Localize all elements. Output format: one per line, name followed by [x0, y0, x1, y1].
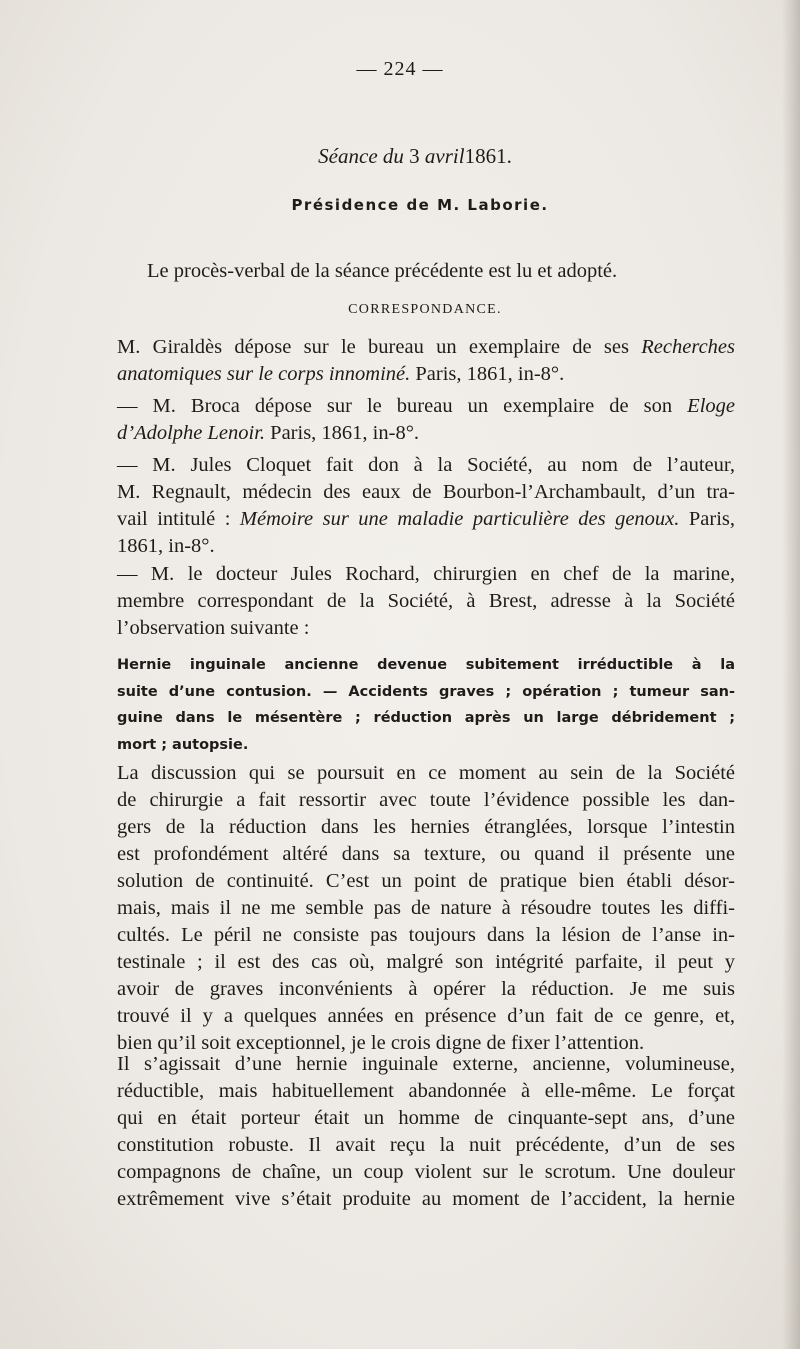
text-line: testinale ; il est des cas où, malgré son intégrité parfaite, il peut y: [117, 951, 735, 973]
text-line: — M. Broca dépose sur le bureau un exemplaire de son Eloge: [117, 395, 735, 417]
italic-title: Recherches: [641, 336, 735, 358]
text-line: mais, mais il ne me semble pas de nature à résoudre toutes les diffi-: [117, 897, 735, 919]
session-label: Séance du: [318, 144, 404, 168]
text-line: M. Giraldès dépose sur le bureau un exemplaire de ses Recherches: [117, 336, 735, 358]
text-line: avoir de graves inconvénients à opérer la réduction. Je me suis: [117, 978, 735, 1000]
text-line: cultés. Le péril ne consiste pas toujours dans la lésion de l’anse in-: [117, 924, 735, 946]
text-line: est profondément altéré dans sa texture, ou quand il présente une: [117, 843, 735, 865]
cloquet-paragraph: [117, 452, 735, 560]
presidence-heading: Présidence de M. Laborie.: [291, 196, 549, 214]
text-line: constitution robuste. Il avait reçu la nuit précédente, d’un de ses: [117, 1134, 735, 1156]
text-line: membre correspondant de la Société, à Brest, adresse à la Société: [117, 590, 735, 612]
correspondance-heading: CORRESPONDANCE.: [348, 302, 502, 317]
observation-title-line: Hernie inguinale ancienne devenue subitement irréductible à la: [117, 657, 735, 673]
text-line: — M. le docteur Jules Rochard, chirurgien en chef de la marine,: [117, 563, 735, 585]
observation-title: [117, 652, 735, 758]
text-line: La discussion qui se poursuit en ce moment au sein de la Société: [117, 762, 735, 784]
text-line: solution de continuité. C’est un point de pratique bien établi désor-: [117, 870, 735, 892]
discussion-paragraph: [117, 760, 735, 1057]
proces-verbal-paragraph: [117, 258, 735, 285]
italic-title: anatomiques sur le corps innominé.: [117, 363, 411, 385]
broca-paragraph: [117, 393, 735, 447]
text-line: d’Adolphe Lenoir. Paris, 1861, in-8°.: [117, 422, 420, 444]
observation-title-line: guine dans le mésentère ; réduction après un large débridement ;: [117, 710, 735, 726]
text-line: qui en était porteur était un homme de cinquante-sept ans, d’une: [117, 1107, 735, 1129]
observation-title-line: mort ; autopsie.: [117, 736, 249, 753]
text-line: — M. Jules Cloquet fait don à la Société, au nom de l’auteur,: [117, 454, 735, 476]
text-line: trouvé il y a quelques années en présence d’un fait de ce genre, et,: [117, 1005, 735, 1027]
text-line: gers de la réduction dans les hernies étranglées, lorsque l’intestin: [117, 816, 735, 838]
italic-title: Mémoire sur une maladie particulière des genoux.: [239, 508, 680, 530]
observation-title-line: suite d’une contusion. — Accidents graves ; opération ; tumeur san-: [117, 683, 735, 700]
text-line: anatomiques sur le corps innominé. Paris, 1861, in-8°.: [117, 363, 565, 385]
text-line: compagnons de chaîne, un coup violent sur le scrotum. Une douleur: [117, 1161, 735, 1183]
text-line: Il s’agissait d’une hernie inguinale externe, ancienne, volumineuse,: [117, 1053, 735, 1075]
hernie-case-paragraph: [117, 1051, 735, 1213]
text-line: M. Regnault, médecin des eaux de Bourbon-l’Archambault, d’un tra-: [117, 481, 735, 503]
session-day: 3: [409, 144, 420, 168]
text-line: vail intitulé : Mémoire sur une maladie particulière des genoux. Paris,: [117, 508, 736, 530]
proces-verbal-line: Le procès-verbal de la séance précédente est lu et adopté.: [147, 260, 618, 282]
text-line: l’observation suivante :: [117, 617, 310, 639]
session-year: 1861.: [464, 144, 512, 168]
session-title: [0, 144, 800, 169]
italic-title: d’Adolphe Lenoir.: [117, 422, 266, 444]
text-line: bien qu’il soit exceptionnel, je le crois digne de fixer l’attention.: [117, 1032, 645, 1054]
italic-title: Eloge: [687, 395, 735, 417]
rochard-paragraph: [117, 561, 735, 642]
giraldes-paragraph: [117, 334, 735, 388]
text-line: de chirurgie a fait ressortir avec toute l’évidence possible les dan-: [117, 789, 735, 811]
session-month: avril: [424, 144, 465, 168]
text-line: 1861, in-8°.: [117, 535, 215, 557]
page-number: — 224 —: [356, 58, 444, 80]
text-line: réductible, mais habituellement abandonnée à elle-même. Le forçat: [117, 1080, 735, 1102]
text-line: extrêmement vive s’était produite au moment de l’accident, la hernie: [117, 1188, 735, 1210]
